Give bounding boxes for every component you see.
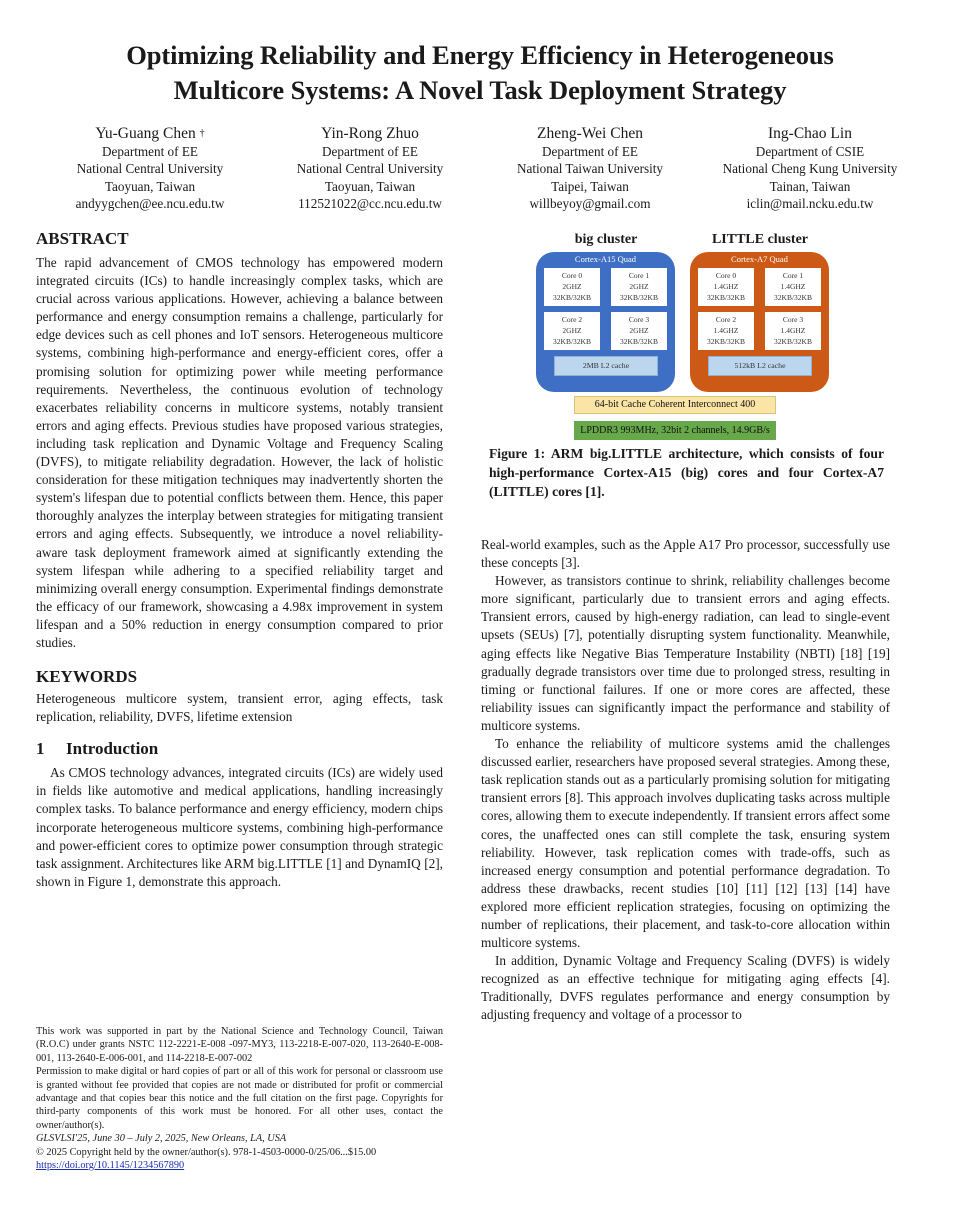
core-frequency: 1.4GHZ	[713, 326, 739, 335]
core-cache: 32KB/32KB	[553, 337, 591, 346]
title-line-1: Optimizing Reliability and Energy Efficiency in Heterogeneous	[126, 40, 834, 70]
little-core-2	[698, 312, 754, 350]
author-location: Taoyuan, Taiwan	[324, 178, 416, 194]
copyright-line: © 2025 Copyright held by the owner/author(s). 978-1-4503-0000-0/25/06...$15.00	[36, 1146, 377, 1158]
cache-coherent-interconnect: 64-bit Cache Coherent Interconnect 400	[574, 396, 776, 414]
author-department: Department of EE	[102, 144, 198, 159]
author-email[interactable]: iclin@mail.ncku.edu.tw	[746, 196, 874, 212]
core-frequency: 1.4GHZ	[780, 326, 806, 335]
author-department: Department of EE	[542, 144, 638, 159]
lpddr3-memory: LPDDR3 993MHz, 32bit 2 channels, 14.9GB/s	[574, 421, 776, 440]
core-cache: 32KB/32KB	[620, 337, 658, 346]
author-email[interactable]: 112521022@cc.ncu.edu.tw	[298, 196, 442, 212]
big-core-2	[544, 312, 600, 350]
doi-link[interactable]: https://doi.org/10.1145/1234567890	[36, 1160, 185, 1172]
figure-big-little-diagram	[534, 232, 834, 442]
core-cache: 32KB/32KB	[774, 293, 812, 302]
figure-caption: Figure 1: ARM big.LITTLE architecture, which consists of four high-performance Cortex-A15 (big) cores and four Cortex-A7 (LITTLE) cores [1].	[489, 446, 884, 499]
author-name: Yu-Guang Chen	[95, 125, 196, 142]
core-cache: 32KB/32KB	[553, 293, 591, 302]
introduction-heading	[36, 738, 443, 760]
author-location: Taoyuan, Taiwan	[104, 178, 196, 194]
keywords-text: Heterogeneous multicore system, transient error, aging effects, task replication, reliability, DVFS, lifetime extension	[36, 691, 443, 725]
keywords-heading: KEYWORDS	[36, 667, 138, 687]
left-column	[36, 228, 443, 891]
abstract-heading: ABSTRACT	[36, 229, 129, 248]
big-core-3	[611, 312, 667, 350]
author-institution: National Central University	[296, 161, 444, 177]
core-name: Core 2	[715, 315, 737, 324]
core-cache: 32KB/32KB	[707, 337, 745, 346]
footnote-block	[36, 1025, 443, 1172]
author-location: Taipei, Taiwan	[551, 178, 629, 194]
core-frequency: 2GHZ	[629, 326, 649, 335]
core-frequency: 2GHZ	[562, 282, 582, 291]
title-line-2: Multicore Systems: A Novel Task Deployment Strategy	[173, 75, 787, 105]
author-institution: National Central University	[76, 161, 224, 177]
author-department: Department of EE	[322, 144, 418, 159]
little-cluster-label: LITTLE cluster	[711, 232, 809, 247]
core-frequency: 1.4GHZ	[780, 282, 806, 291]
little-l2-cache: 512kB L2 cache	[708, 356, 812, 376]
big-cluster-box	[536, 252, 675, 392]
little-core-0	[698, 268, 754, 306]
author-email[interactable]: willbeyoy@gmail.com	[529, 196, 651, 212]
big-core-1	[611, 268, 667, 306]
little-core-1	[765, 268, 821, 306]
core-name: Core 0	[715, 271, 737, 280]
core-cache: 32KB/32KB	[774, 337, 812, 346]
big-l2-cache: 2MB L2 cache	[554, 356, 658, 376]
intro-paragraph-4: In addition, Dynamic Voltage and Frequency Scaling (DVFS) is widely recognized as an effective technique for mitigating aging effects [4]. Traditionally, DVFS regulates performance and energy consumption by adjusting frequency and voltage of a processor to	[481, 953, 890, 1023]
author-block	[40, 124, 920, 213]
little-cluster-box	[690, 252, 829, 392]
core-name: Core 1	[628, 271, 650, 280]
author-institution: National Taiwan University	[516, 161, 664, 177]
little-core-3	[765, 312, 821, 350]
author-name: Ing-Chao Lin	[768, 125, 852, 142]
core-name: Core 0	[561, 271, 583, 280]
funding-note: This work was supported in part by the National Science and Technology Council, Taiwan (R.O.C) under grants NSTC 112-2221-E-008 -097-MY3, 113-2218-E-007-020, 113-2640-E-008-001, 113-2640-E-006-001, and 114-2218-E-007-002	[36, 1026, 443, 1064]
core-name: Core 3	[782, 315, 804, 324]
core-frequency: 1.4GHZ	[713, 282, 739, 291]
author-1	[40, 124, 260, 213]
author-institution: National Cheng Kung University	[722, 161, 898, 177]
section-number: 1	[36, 739, 45, 759]
intro-paragraph-1: As CMOS technology advances, integrated circuits (ICs) are widely used in fields like automotive and medical applications, handling increasingly complex tasks. To balance performance and energy efficiency, modern chips incorporate heterogeneous multicore systems, combining high-performance and power-efficient cores to optimize power consumption through strategic task assignment. Architectures like ARM big.LITTLE [1] and DynamIQ [2], shown in Figure 1, demonstrate this approach.	[36, 765, 443, 889]
core-frequency: 2GHZ	[562, 326, 582, 335]
core-cache: 32KB/32KB	[707, 293, 745, 302]
corresponding-mark: †	[199, 128, 205, 139]
intro-paragraph-1-continued: Real-world examples, such as the Apple A17 Pro processor, successfully use these concepts [3].	[481, 537, 890, 571]
core-name: Core 3	[628, 315, 650, 324]
core-frequency: 2GHZ	[629, 282, 649, 291]
big-cluster-name: Cortex-A15 Quad	[574, 254, 637, 264]
author-location: Tainan, Taiwan	[769, 178, 851, 194]
permission-note: Permission to make digital or hard copies of part or all of this work for personal or classroom use is granted without fee provided that copies are not made or distributed for profit or commercial advantage and that copies bear this notice and the full citation on the first page. Copyrights for third-party components of this work must be honored. For all other uses, contact the owner/author(s).	[36, 1066, 443, 1131]
abstract-text: The rapid advancement of CMOS technology has empowered modern integrated circuits (ICs) to handle increasingly complex tasks, which are crucial across various applications. However, achieving a balance between performance and energy consumption remains a challenge, particularly for edge devices such as cell phones and IoT sensors. Heterogeneous multicore systems, combining high-performance and energy-efficient cores, offer a promising solution for optimizing power while meeting performance requirements. Nevertheless, the continuous evolution of technology exacerbates reliability concerns in multicore systems, notably transient errors and aging effects. Previous studies have proposed various strategies, including task replication and Dynamic Voltage and Frequency Scaling (DVFS), to mitigate reliability degradation. However, the lack of holistic consideration for these mitigation techniques may inadvertently shorten the system's lifespan due to potential conflicts between them. Hence, this paper thoroughly analyzes the interplay between strategies for mitigating transient errors and aging effects. Subsequently, we introduce a novel reliability-aware task deployment framework aimed at significantly extending the system lifespan while adhering to a specified reliability target and minimizing overall energy consumption. Experimental findings demonstrate the efficacy of our framework, showcasing a 4.98x improvement in system lifespan and a 50% reduction in energy consumption compared to prior studies.	[36, 255, 443, 650]
author-4	[700, 124, 920, 213]
intro-paragraph-2: However, as transistors continue to shrink, reliability challenges become more significant, particularly due to transient errors and aging effects. Transient errors, caused by high-energy radiation, can lead to single-event upsets (SEUs) [7], potentially disrupting system functionality. Meanwhile, aging effects like Negative Bias Temperature Instability (NBTI) [18] [19] gradually degrade transistors over time due to prolonged stress, resulting in timing or functional failures. If one or more cores are affected, these reliability issues can significantly impact the performance and stability of multicore systems.	[481, 573, 890, 733]
core-name: Core 2	[561, 315, 583, 324]
big-cluster-label: big cluster	[574, 232, 638, 247]
core-name: Core 1	[782, 271, 804, 280]
author-department: Department of CSIE	[755, 144, 865, 159]
paper-title	[0, 38, 960, 108]
author-3	[480, 124, 700, 213]
conference-venue: GLSVLSI'25, June 30 – July 2, 2025, New Orleans, LA, USA	[36, 1133, 287, 1145]
section-title: Introduction	[66, 739, 159, 759]
author-name: Zheng-Wei Chen	[537, 125, 643, 142]
right-column	[481, 536, 890, 1025]
little-cluster-name: Cortex-A7 Quad	[731, 254, 788, 264]
author-email[interactable]: andyygchen@ee.ncu.edu.tw	[75, 196, 225, 212]
author-name: Yin-Rong Zhuo	[321, 125, 419, 142]
intro-paragraph-3: To enhance the reliability of multicore systems amid the challenges discussed earlier, researchers have proposed several strategies. Among these, task replication stands out as a particularly promising solution for mitigating transient errors [8]. This approach involves duplicating tasks across multiple cores, allowing them to execute independently. If transient errors affect some cores, the unaffected ones can still complete the task, ensuring system reliability. However, task replication comes with trade-offs, such as increased energy consumption and potential performance degradation. To address these drawbacks, recent studies [10] [11] [12] [13] [14] have explored more efficient replication strategies, focusing on optimizing the number of replications, their placement, and task-to-core allocation within multicore systems.	[481, 736, 890, 951]
big-core-0	[544, 268, 600, 306]
author-2	[260, 124, 480, 213]
core-cache: 32KB/32KB	[620, 293, 658, 302]
